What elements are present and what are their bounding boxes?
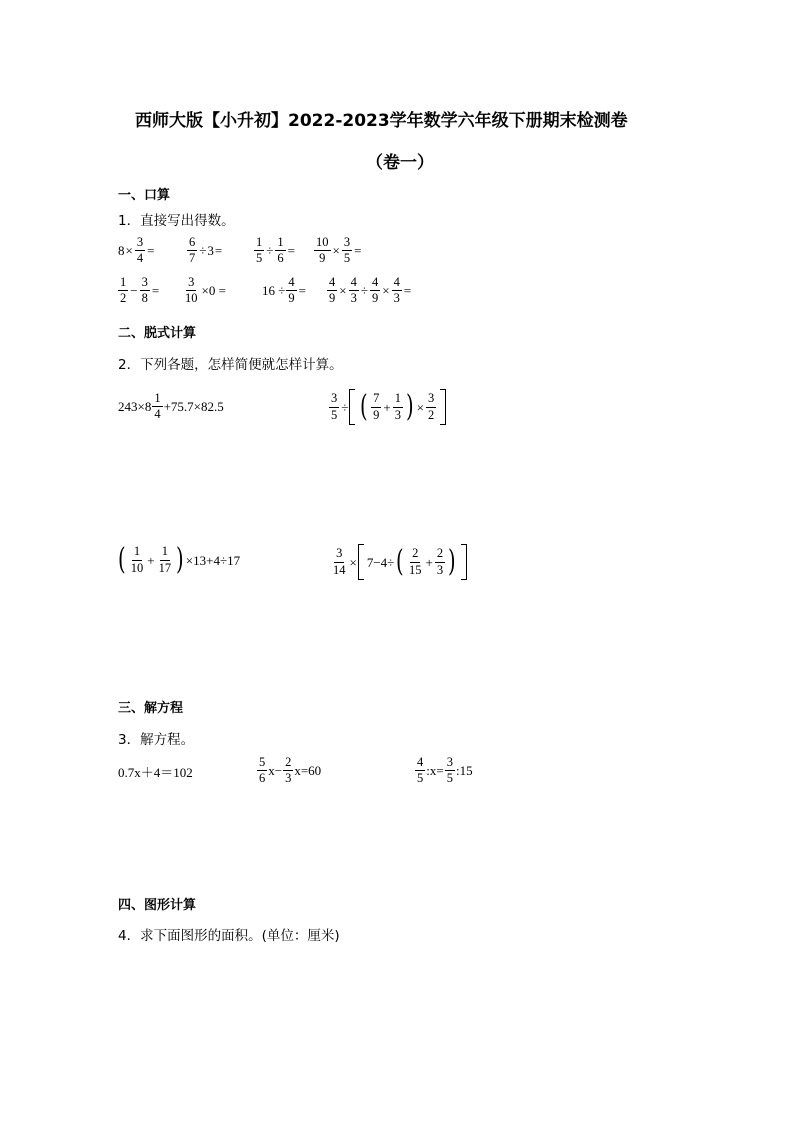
right-bracket <box>461 544 467 580</box>
section-heading-geometry: 四、图形计算 <box>118 898 197 913</box>
calc-item-d: $\frac{3}{14}$ × 7−4÷ ( $\frac{2}{15}$ + $\frac{2}{3}$ ) <box>330 544 467 580</box>
question-4-prompt: 4．求下面图形的面积。(单位：厘米) <box>118 928 340 944</box>
mental-item-g: 16 ÷ $\frac{4}{9}$ = <box>262 275 306 306</box>
mental-item-h: $\frac{4}{9}$ × $\frac{4}{3}$ ÷ $\frac{4}{9}$ × $\frac{4}{3}$ = <box>329 275 412 306</box>
calc-item-a: 243×8 $\frac{1}{4}$ +75.7×82.5 <box>118 391 224 422</box>
equation-c: $\frac{4}{5}$ :x= $\frac{3}{5}$ :15 <box>417 755 473 786</box>
mental-item-e: $\frac{1}{2}$ − $\frac{3}{8}$ = <box>120 275 160 306</box>
mental-item-d: $\frac{10}{9}$ × $\frac{3}{5}$ = <box>316 235 362 266</box>
question-1-prompt: 1．直接写出得数。 <box>118 213 235 229</box>
question-2-prompt: 2．下列各题，怎样简便就怎样计算。 <box>118 357 343 373</box>
left-bracket <box>349 389 355 425</box>
right-bracket <box>440 389 446 425</box>
calc-item-c: ( $\frac{1}{10}$ + $\frac{1}{17}$ ) ×13+4÷17 <box>118 542 241 577</box>
mental-item-f: $\frac{3}{10}$ ×0 = <box>185 275 226 306</box>
page-title: 西师大版【小升初】2022-2023学年数学六年级下册期末检测卷 <box>135 111 628 131</box>
mental-item-c: $\frac{1}{5}$ ÷ $\frac{1}{6}$ = <box>256 235 295 266</box>
mental-item-a: 8 × $\frac{3}{4}$ = <box>118 235 155 266</box>
page-subtitle: （卷一） <box>366 153 434 173</box>
section-heading-calculation: 二、脱式计算 <box>118 326 197 341</box>
question-3-prompt: 3．解方程。 <box>118 732 195 748</box>
calc-item-b: $\frac{3}{5}$ ÷ ( $\frac{7}{9}$ + $\frac{1}{3}$ ) × $\frac{3}{2}$ <box>328 389 446 425</box>
section-heading-equations: 三、解方程 <box>118 701 184 716</box>
equation-b: $\frac{5}{6}$ x− $\frac{2}{3}$ x=60 <box>259 755 322 786</box>
left-bracket <box>358 544 364 580</box>
mental-item-b: $\frac{6}{7}$ ÷ 3 = <box>189 235 223 266</box>
equation-a: 0.7x＋4＝102 <box>118 765 193 780</box>
section-heading-mental: 一、口算 <box>118 188 171 203</box>
